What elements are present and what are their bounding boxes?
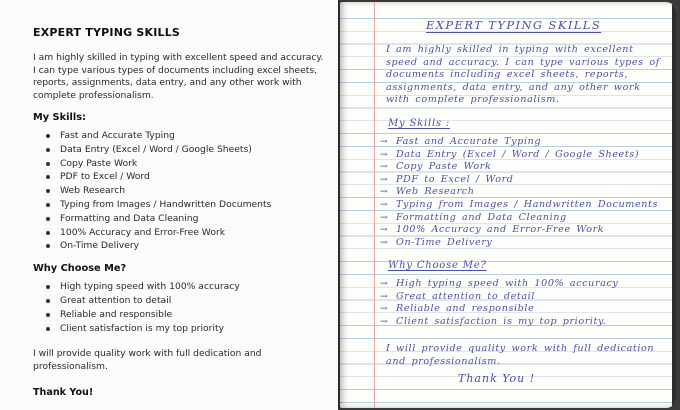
list-item: Fast and Accurate Typing bbox=[46, 129, 324, 143]
arrow-right-icon: → bbox=[380, 187, 389, 198]
handwritten-closing: I will provide quality work with full dedication and professionalism. bbox=[386, 343, 655, 367]
arrow-right-icon: → bbox=[380, 149, 389, 160]
handwritten-why-heading: Why Choose Me? bbox=[388, 260, 487, 271]
bullet-dot-icon bbox=[46, 285, 50, 289]
handwritten-skills-list bbox=[380, 136, 658, 249]
printed-why-heading: Why Choose Me? bbox=[33, 263, 127, 275]
list-item: → Formatting and Data Cleaning bbox=[380, 211, 567, 223]
arrow-right-icon: → bbox=[380, 225, 389, 236]
handwritten-reasons-list bbox=[380, 278, 618, 328]
list-item: High typing speed with 100% accuracy bbox=[46, 280, 324, 294]
list-item: → 100% Accuracy and Error-Free Work bbox=[380, 224, 605, 236]
bullet-dot-icon bbox=[46, 134, 50, 138]
list-item: → On-Time Delivery bbox=[380, 236, 493, 248]
list-item: 100% Accuracy and Error-Free Work bbox=[46, 226, 324, 240]
arrow-right-icon: → bbox=[380, 174, 389, 185]
bullet-dot-icon bbox=[46, 217, 50, 221]
bullet-dot-icon bbox=[46, 299, 50, 303]
list-item: → Great attention to detail bbox=[380, 290, 535, 302]
arrow-right-icon: → bbox=[380, 279, 389, 289]
notebook-margin-line bbox=[374, 2, 375, 408]
handwritten-intro: I am highly skilled in typing with excellent speed and accuracy. I can type various types of documents including excel sheets, reports, assignments, data entry, and any other work with complete professionalism. bbox=[386, 44, 660, 106]
list-item: Formatting and Data Cleaning bbox=[46, 212, 324, 226]
list-item: → PDF to Excel / Word bbox=[380, 173, 514, 185]
printed-title: EXPERT TYPING SKILLS bbox=[33, 26, 181, 39]
bullet-dot-icon bbox=[46, 244, 50, 248]
printed-intro: I am highly skilled in typing with excellent speed and accuracy. I can type various types of documents including excel sheets, reports, assignments, data entry, and any other work with complete professionalism. bbox=[33, 52, 324, 101]
list-item: Copy Paste Work bbox=[46, 157, 324, 171]
bullet-dot-icon bbox=[46, 175, 50, 179]
list-item: Client satisfaction is my top priority bbox=[46, 322, 324, 336]
arrow-right-icon: → bbox=[380, 237, 389, 248]
list-item: Great attention to detail bbox=[46, 294, 324, 308]
list-item: → Data Entry (Excel / Word / Google Sheets) bbox=[380, 148, 640, 160]
list-item: → Web Research bbox=[380, 186, 475, 198]
printed-reasons-list bbox=[46, 280, 324, 335]
list-item: → Reliable and responsible bbox=[380, 303, 535, 315]
handwritten-thanks: Thank You ! bbox=[458, 372, 536, 385]
arrow-right-icon: → bbox=[380, 291, 389, 302]
bullet-dot-icon bbox=[46, 203, 50, 207]
handwritten-skills-heading: My Skills : bbox=[388, 118, 451, 129]
arrow-right-icon: → bbox=[380, 199, 389, 210]
bullet-dot-icon bbox=[46, 189, 50, 193]
handwritten-notebook-page bbox=[340, 2, 676, 408]
list-item: On-Time Delivery bbox=[46, 239, 324, 253]
list-item: Data Entry (Excel / Word / Google Sheets) bbox=[46, 143, 324, 157]
arrow-right-icon: → bbox=[380, 304, 389, 315]
list-item: PDF to Excel / Word bbox=[46, 170, 324, 184]
list-item: → High typing speed with 100% accuracy bbox=[380, 278, 619, 289]
handwritten-title: EXPERT TYPING SKILLS bbox=[426, 18, 602, 32]
printed-thanks: Thank You! bbox=[33, 387, 94, 399]
list-item: → Client satisfaction is my top priority. bbox=[380, 315, 607, 327]
printed-skills-list bbox=[46, 129, 324, 253]
list-item: → Copy Paste Work bbox=[380, 161, 492, 173]
printed-closing: I will provide quality work with full dedication and professionalism. bbox=[33, 348, 262, 372]
bullet-dot-icon bbox=[46, 231, 50, 235]
arrow-right-icon: → bbox=[380, 162, 389, 173]
list-item: Typing from Images / Handwritten Documents bbox=[46, 198, 324, 212]
printed-skills-heading: My Skills: bbox=[33, 112, 86, 123]
bullet-dot-icon bbox=[46, 162, 50, 166]
list-item: Reliable and responsible bbox=[46, 308, 324, 322]
bullet-dot-icon bbox=[46, 313, 50, 317]
arrow-right-icon: → bbox=[380, 137, 389, 147]
list-item: → Fast and Accurate Typing bbox=[380, 136, 542, 147]
bullet-dot-icon bbox=[46, 327, 50, 331]
list-item: → Typing from Images / Handwritten Documents bbox=[380, 198, 658, 210]
notebook-edge bbox=[672, 2, 676, 408]
printed-document-page bbox=[0, 0, 338, 410]
bullet-dot-icon bbox=[46, 148, 50, 152]
arrow-right-icon: → bbox=[380, 316, 389, 327]
list-item: Web Research bbox=[46, 184, 324, 198]
arrow-right-icon: → bbox=[380, 212, 389, 223]
